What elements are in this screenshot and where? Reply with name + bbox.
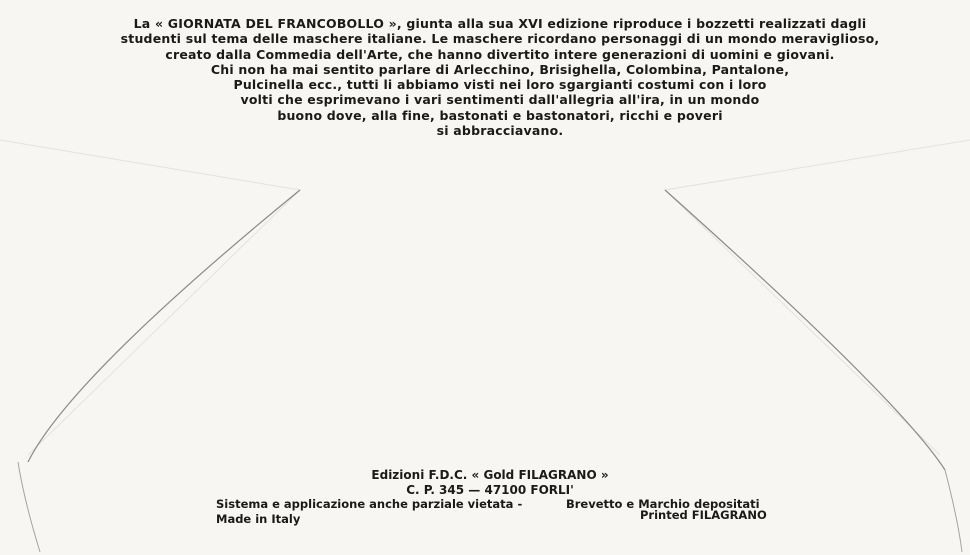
publisher-name: Edizioni F.D.C. « Gold FILAGRANO »: [371, 468, 609, 482]
side-flap-right: [945, 470, 962, 552]
trademark-notice: Brevetto e Marchio depositati: [566, 497, 760, 511]
made-in-italy: Made in Italy: [216, 512, 301, 526]
intro-paragraph: [110, 16, 890, 138]
intro-line: studenti sul tema delle maschere italiane. Le maschere ricordano personaggi di un mondo meraviglioso,: [120, 31, 880, 47]
printed-by: Printed FILAGRANO: [640, 508, 767, 522]
intro-line: buono dove, alla fine, bastonati e bastonatori, ricchi e poveri: [277, 107, 723, 123]
flap-fold-right: [665, 140, 970, 455]
flap-fold-left: [0, 140, 300, 455]
intro-line: Chi non ha mai sentito parlare di Arlecchino, Brisighella, Colombina, Pantalone,: [210, 61, 790, 77]
intro-line: creato dalla Commedia dell'Arte, che hanno divertito intere generazioni di uomini e giovani.: [165, 46, 835, 62]
intro-line: si abbracciavano.: [436, 123, 564, 139]
publisher-address: C. P. 345 — 47100 FORLI': [406, 483, 574, 497]
rights-notice: Sistema e applicazione anche parziale vietata -: [216, 497, 523, 511]
bottom-flap-edge: [28, 190, 945, 470]
intro-line: La « GIORNATA DEL FRANCOBOLLO », giunta alla sua XVI edizione riproduce i bozzetti realizzati dagli: [133, 16, 867, 31]
intro-line: Pulcinella ecc., tutti li abbiamo visti nei loro sgargianti costumi con i loro: [233, 77, 767, 93]
intro-line: volti che esprimevano i vari sentimenti dall'allegria all'ira, in un mondo: [240, 92, 760, 108]
side-flap-left: [18, 462, 40, 552]
